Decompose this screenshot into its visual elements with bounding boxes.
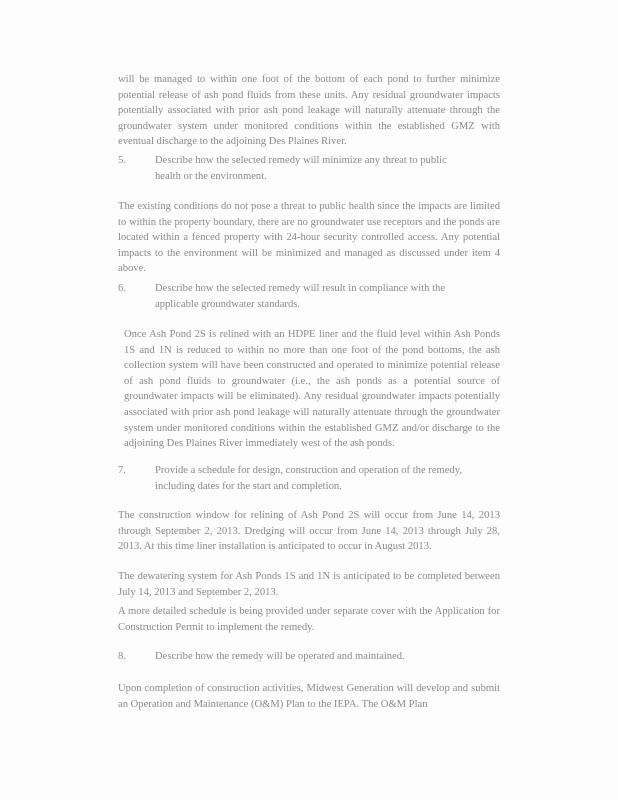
paragraph-detailed-schedule: A more detailed schedule is being provided under separate cover with the Application for Construction Permit to implement the remedy. bbox=[118, 606, 500, 633]
item-text: Describe how the remedy will be operated and maintained. bbox=[155, 651, 405, 662]
item-number: 5. bbox=[118, 155, 126, 166]
item-number: 6. bbox=[118, 283, 126, 294]
paragraph-remedy-continuation: will be managed to within one foot of the bottom of each pond to further minimize potential release of ash pond fluids from these units. Any residual groundwater impacts potentially associated with prior ash pond leakage will naturally attenuate through the groundwater system under monitored conditions within the established GMZ with eventual discharge to the adjoining Des Plaines River. bbox=[118, 74, 500, 148]
paragraph-dewatering: The dewatering system for Ash Ponds 1S and 1N is anticipated to be completed between July 14, 2013 and September 2, 2013. bbox=[118, 571, 500, 598]
paragraph-public-health: The existing conditions do not pose a threat to public health since the impacts are limited to within the property boundary, there are no groundwater use receptors and the ponds are located within a fenced property with 24-hour security controlled access. Any potential impacts to the environment will be minimized and managed as discussed under item 4 above. bbox=[118, 201, 500, 275]
item-number: 7. bbox=[118, 465, 126, 476]
paragraph-construction-window: The construction window for relining of Ash Pond 2S will occur from June 14, 2013 through September 2, 2013. Dredging will occur from June 14, 2013 through July 28, 2013. At this time liner installation is anticipated to occur in August 2013. bbox=[118, 510, 500, 553]
item-text: Describe how the selected remedy will result in compliance with the applicable groundwater standards. bbox=[155, 283, 446, 310]
item-text: Describe how the selected remedy will minimize any threat to public health or the environment. bbox=[155, 155, 447, 182]
paragraph-compliance: Once Ash Pond 2S is relined with an HDPE liner and the fluid level within Ash Ponds 1S and 1N is reduced to within no more than one foot of the pond bottoms, the ash collection system will have been constructed and operated to minimize potential release of ash pond fluids to groundwater (i.e., the ash ponds as a potential source of groundwater impacts will be eliminated). Any residual groundwater impacts potentially associated with prior ash pond leakage will naturally attenuate through the groundwater system under monitored conditions within the established GMZ and/or discharge to the adjoining Des Plaines River immediately west of the ash ponds. bbox=[124, 329, 500, 450]
item-text: Provide a schedule for design, construction and operation of the remedy, including dates for the start and completion. bbox=[155, 465, 463, 492]
item-number: 8. bbox=[118, 651, 126, 662]
paragraph-operation-maintenance: Upon completion of construction activities, Midwest Generation will develop and submit an Operation and Maintenance (O&M) Plan to the IEPA. The O&M Plan bbox=[118, 683, 500, 710]
